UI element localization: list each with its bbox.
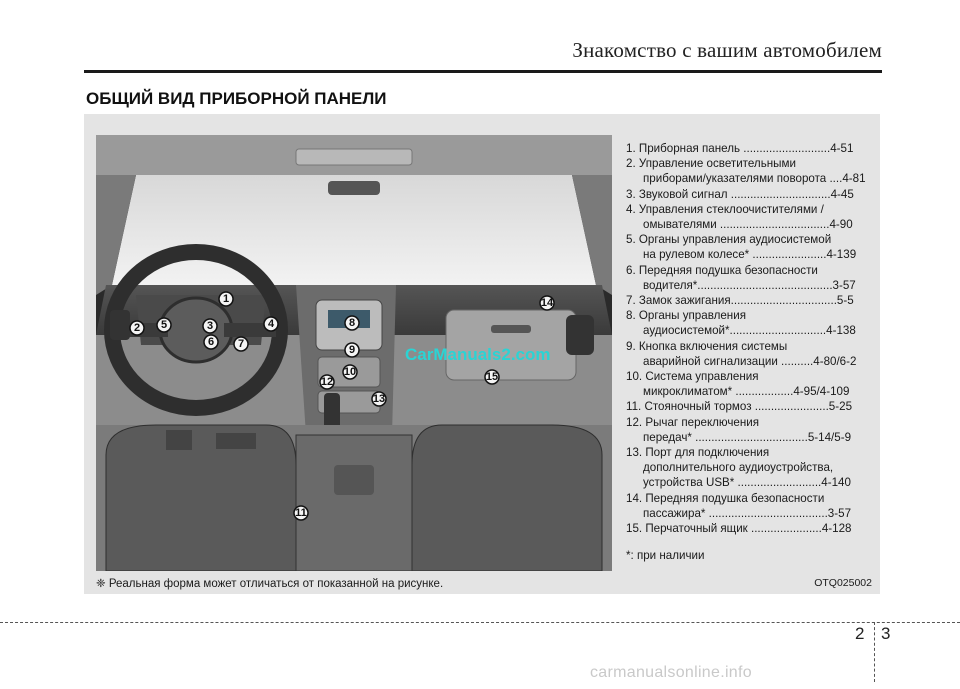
- svg-text:9: 9: [348, 344, 356, 356]
- legend-item-label: 4. Управления стеклоочистителями /: [626, 202, 824, 216]
- callout-6: [204, 335, 218, 349]
- legend-item-continuation: дополнительного аудиоустройства,: [643, 461, 834, 475]
- callout-2: [130, 321, 144, 335]
- page-divider: [874, 622, 875, 682]
- callout-14: [540, 296, 554, 310]
- disclaimer-note: ❈ Реальная форма может отличаться от показанной на рисунке.: [96, 578, 444, 590]
- svg-text:14: 14: [540, 297, 554, 309]
- section-title: ОБЩИЙ ВИД ПРИБОРНОЙ ПАНЕЛИ: [86, 89, 387, 108]
- callout-8: [345, 316, 359, 330]
- legend-item-label: 5. Органы управления аудиосистемой: [626, 233, 832, 247]
- svg-text:4: 4: [267, 318, 275, 330]
- legend-item: [626, 308, 876, 338]
- legend-item-label: 1. Приборная панель ...........................4-51: [626, 142, 854, 155]
- legend-item-label: 8. Органы управления: [626, 309, 746, 323]
- legend-item: [626, 293, 876, 308]
- svg-text:5: 5: [160, 319, 168, 331]
- callout-7: [234, 337, 248, 351]
- legend-item: [626, 399, 876, 414]
- svg-text:2: 2: [133, 322, 141, 334]
- legend-item-label: 12. Рычаг переключения: [626, 415, 760, 429]
- legend-item: [626, 202, 876, 232]
- legend-item-continuation: передач* ...................................5-14/5-9: [643, 430, 852, 444]
- callout-4: [264, 317, 278, 331]
- callout-5: [157, 318, 171, 332]
- legend-item-continuation: пассажира* .....................................3-57: [643, 506, 852, 520]
- legend-item-continuation: приборами/указателями поворота ....4-81: [643, 172, 866, 186]
- passenger-seat: [412, 425, 602, 571]
- svg-text:13: 13: [372, 393, 386, 405]
- legend-item-label: 15. Перчаточный ящик ......................4-128: [626, 522, 852, 536]
- legend-item-continuation: водителя*..........................................3-57: [643, 278, 856, 292]
- page-number-chapter: 2: [855, 624, 865, 643]
- callout-9: [345, 343, 359, 357]
- footer-watermark: carmanualsonline.info: [590, 664, 752, 681]
- svg-text:6: 6: [207, 336, 215, 348]
- callout-12: [320, 375, 334, 389]
- legend-item-label: 14. Передняя подушка безопасности: [626, 491, 825, 505]
- page-number-page: 3: [881, 624, 891, 643]
- legend-item: [626, 141, 876, 156]
- legend-item-label: 3. Звуковой сигнал ...............................4-45: [626, 187, 854, 201]
- chapter-title: Знакомство с вашим автомобилем: [572, 38, 882, 62]
- header-rule: [84, 70, 882, 73]
- svg-text:15: 15: [485, 371, 499, 383]
- legend-item: [626, 187, 876, 202]
- legend-list: [626, 141, 876, 563]
- legend-note: *: при наличии: [626, 549, 705, 563]
- callout-3: [203, 319, 217, 333]
- legend-item: [626, 521, 876, 536]
- legend-item: [626, 415, 876, 445]
- callout-15: [485, 370, 499, 384]
- center-console: [296, 435, 412, 571]
- svg-text:11: 11: [295, 507, 307, 519]
- legend-item-continuation: омывателями ..................................4-90: [643, 218, 853, 232]
- svg-text:3: 3: [206, 320, 214, 332]
- legend-item-label: 13. Порт для подключения: [626, 446, 770, 460]
- legend-item-label: 10. Система управления: [626, 370, 759, 384]
- svg-text:1: 1: [222, 293, 230, 305]
- svg-text:10: 10: [343, 366, 357, 378]
- svg-text:8: 8: [348, 317, 356, 329]
- legend-item-continuation: на рулевом колесе* .......................4-139: [643, 248, 857, 262]
- legend-item-label: 9. Кнопка включения системы: [626, 339, 788, 353]
- legend-item: [626, 232, 876, 262]
- legend-item-continuation: аудиосистемой*..............................4-138: [643, 324, 856, 338]
- legend-item: [626, 445, 876, 491]
- legend-item: [626, 156, 876, 186]
- svg-text:7: 7: [237, 338, 245, 350]
- legend-item-continuation: аварийной сигнализации ..........4-80/6-2: [643, 354, 857, 368]
- footer-dashed-rule: [0, 622, 960, 623]
- callout-11: [294, 506, 308, 520]
- legend-item-continuation: устройства USB* ..........................4-140: [643, 476, 851, 490]
- legend-item-label: 11. Стояночный тормоз .......................5-25: [626, 400, 853, 414]
- driver-seat: [106, 425, 296, 571]
- legend-item-label: 2. Управление осветительными: [626, 157, 796, 171]
- image-code: OTQ025002: [814, 577, 872, 589]
- callout-1: [219, 292, 233, 306]
- legend-item: [626, 263, 876, 293]
- legend-item-continuation: микроклиматом* ..................4-95/4-109: [643, 385, 850, 399]
- legend-item-label: 6. Передняя подушка безопасности: [626, 263, 818, 277]
- callout-13: [372, 392, 386, 406]
- legend-item: [626, 339, 876, 369]
- legend-item-label: 7. Замок зажигания.................................5-5: [626, 294, 854, 308]
- watermark-carmanuals2: CarManuals2.com: [405, 345, 551, 364]
- svg-text:12: 12: [320, 376, 334, 388]
- legend-item: [626, 369, 876, 399]
- legend-item: [626, 491, 876, 521]
- callout-10: [343, 365, 357, 379]
